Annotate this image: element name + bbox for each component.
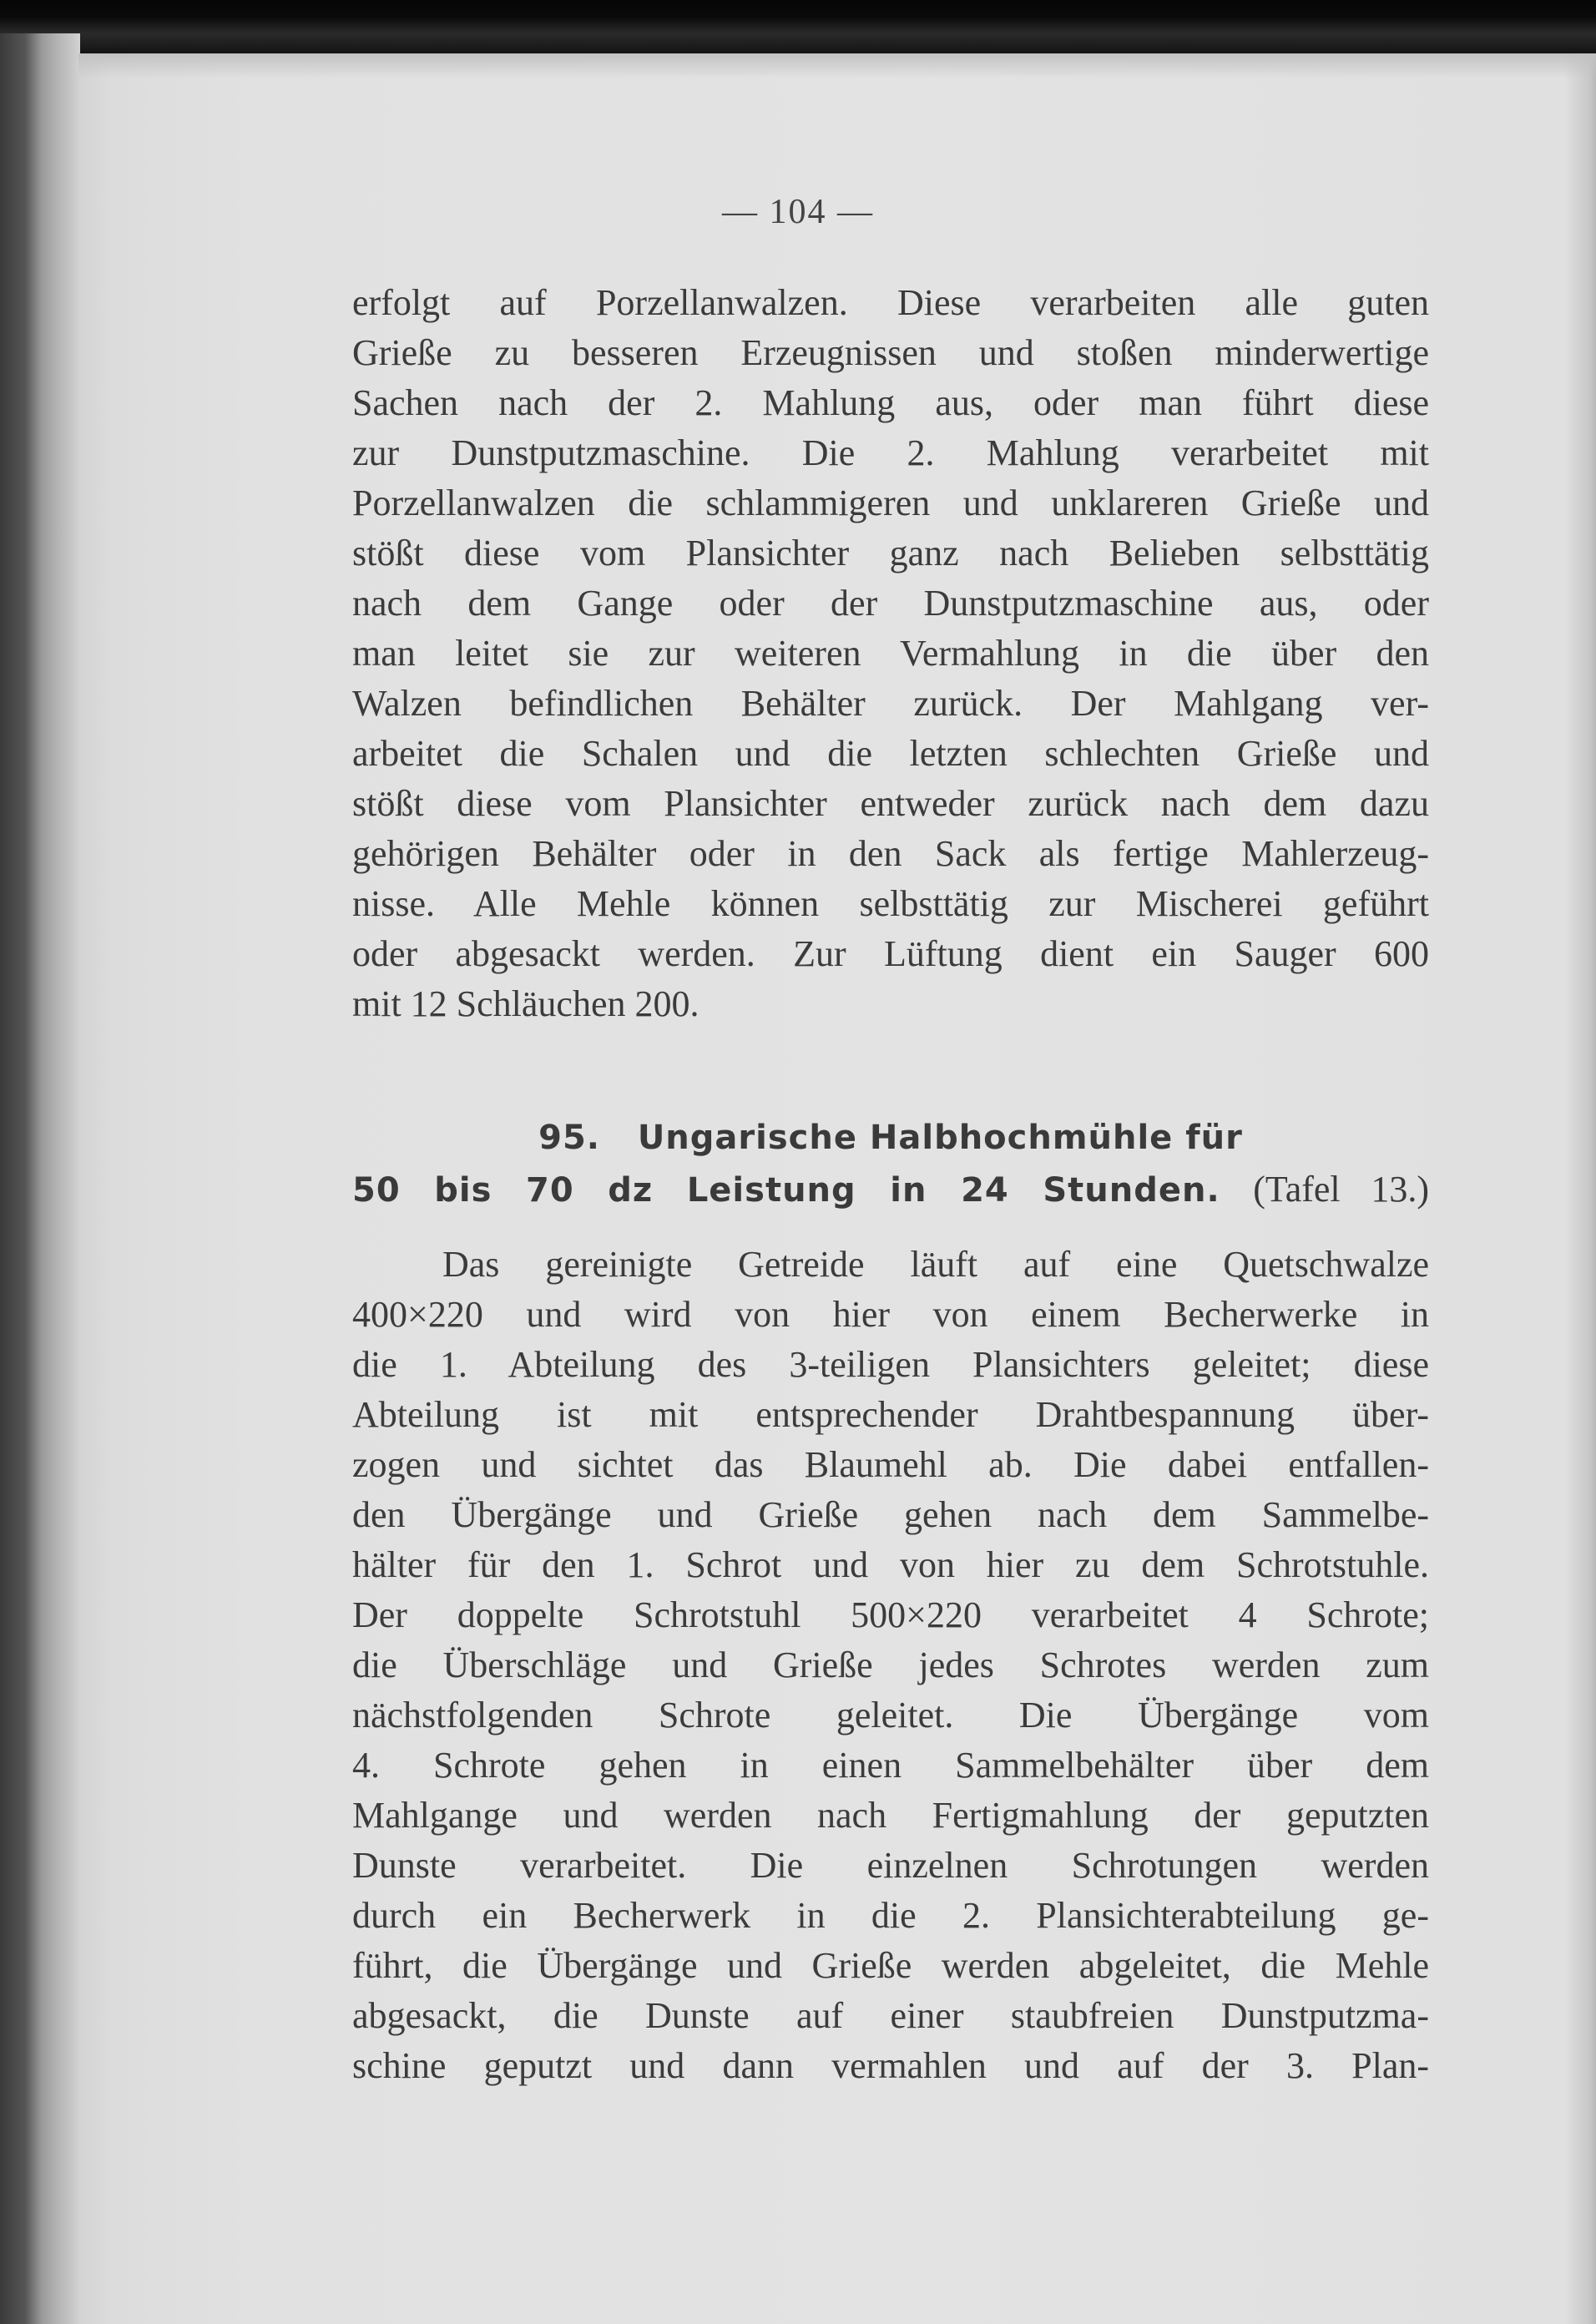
section-heading-line-1 — [352, 1112, 1429, 1164]
text-line: zogen und sichtet das Blaumehl ab. Die dabei entfallen- — [352, 1444, 1429, 1485]
text-line: abgesackt, die Dunste auf einer staubfreien Dunstputzma- — [352, 1995, 1429, 2036]
page-top-shadow — [78, 53, 1596, 78]
section-heading-line-2 — [352, 1164, 1429, 1216]
text-line: gehörigen Behälter oder in den Sack als fertige Mahlerzeug- — [352, 833, 1429, 874]
section-number: 95. — [538, 1119, 600, 1157]
text-line: Abteilung ist mit entsprechender Drahtbespannung über- — [352, 1394, 1429, 1435]
text-line: oder abgesackt werden. Zur Lüftung dient ein Sauger 600 — [352, 933, 1429, 974]
text-line: Der doppelte Schrotstuhl 500×220 verarbeitet 4 Schrote; — [352, 1594, 1429, 1635]
text-line: nächstfolgenden Schrote geleitet. Die Übergänge vom — [352, 1695, 1429, 1735]
text-line-first-indented: Das gereinigte Getreide läuft auf eine Quetschwalze — [442, 1244, 1429, 1285]
text-line: arbeitet die Schalen und die letzten schlechten Grieße und — [352, 733, 1429, 774]
section-title-line-2: 50 bis 70 dz Leistung in 24 Stunden. — [352, 1171, 1220, 1210]
text-line: zur Dunstputzmaschine. Die 2. Mahlung verarbeitet mit — [352, 432, 1429, 473]
book-spine-edge — [0, 33, 80, 2324]
text-line: Grieße zu besseren Erzeugnissen und stoßen minderwertige — [352, 332, 1429, 373]
text-line: 4. Schrote gehen in einen Sammelbehälter über dem — [352, 1745, 1429, 1786]
text-line: 400×220 und wird von hier von einem Becherwerke in — [352, 1294, 1429, 1335]
text-line: Dunste verarbeitet. Die einzelnen Schrotungen werden — [352, 1845, 1429, 1886]
text-line: die 1. Abteilung des 3-teiligen Plansichters geleitet; diese — [352, 1344, 1429, 1385]
text-line: hälter für den 1. Schrot und von hier zu dem Schrotstuhle. — [352, 1544, 1429, 1585]
text-line: durch ein Becherwerk in die 2. Plansichterabteilung ge- — [352, 1895, 1429, 1936]
text-line: nach dem Gange oder der Dunstputzmaschine aus, oder — [352, 583, 1429, 624]
text-line: Porzellanwalzen die schlammigeren und unklareren Grieße und — [352, 482, 1429, 523]
text-line: führt, die Übergänge und Grieße werden abgeleitet, die Mehle — [352, 1945, 1429, 1986]
text-line: die Überschläge und Grieße jedes Schrotes werden zum — [352, 1644, 1429, 1685]
text-line: nisse. Alle Mehle können selbsttätig zur Mischerei geführt — [352, 883, 1429, 924]
text-line: Sachen nach der 2. Mahlung aus, oder man führt diese — [352, 382, 1429, 423]
text-line-last: mit 12 Schläuchen 200. — [352, 983, 700, 1024]
plate-reference: (Tafel 13.) — [1253, 1169, 1429, 1210]
text-line: stößt diese vom Plansichter ganz nach Belieben selbsttätig — [352, 533, 1429, 573]
text-line: den Übergänge und Grieße gehen nach dem Sammelbe- — [352, 1494, 1429, 1535]
text-line: erfolgt auf Porzellanwalzen. Diese verarbeiten alle guten — [352, 282, 1429, 323]
section-title-line-1: Ungarische Halbhochmühle für — [637, 1119, 1243, 1157]
text-line: stößt diese vom Plansichter entweder zurück nach dem dazu — [352, 783, 1429, 824]
text-line: man leitet sie zur weiteren Vermahlung in die über den — [352, 633, 1429, 674]
scan-top-border — [0, 0, 1596, 53]
page-number: — 104 — — [722, 193, 874, 231]
text-line: schine geputzt und dann vermahlen und auf der 3. Plan- — [352, 2045, 1429, 2086]
text-line: Mahlgange und werden nach Fertigmahlung der geputzten — [352, 1795, 1429, 1836]
text-line: Walzen befindlichen Behälter zurück. Der Mahlgang ver- — [352, 683, 1429, 724]
